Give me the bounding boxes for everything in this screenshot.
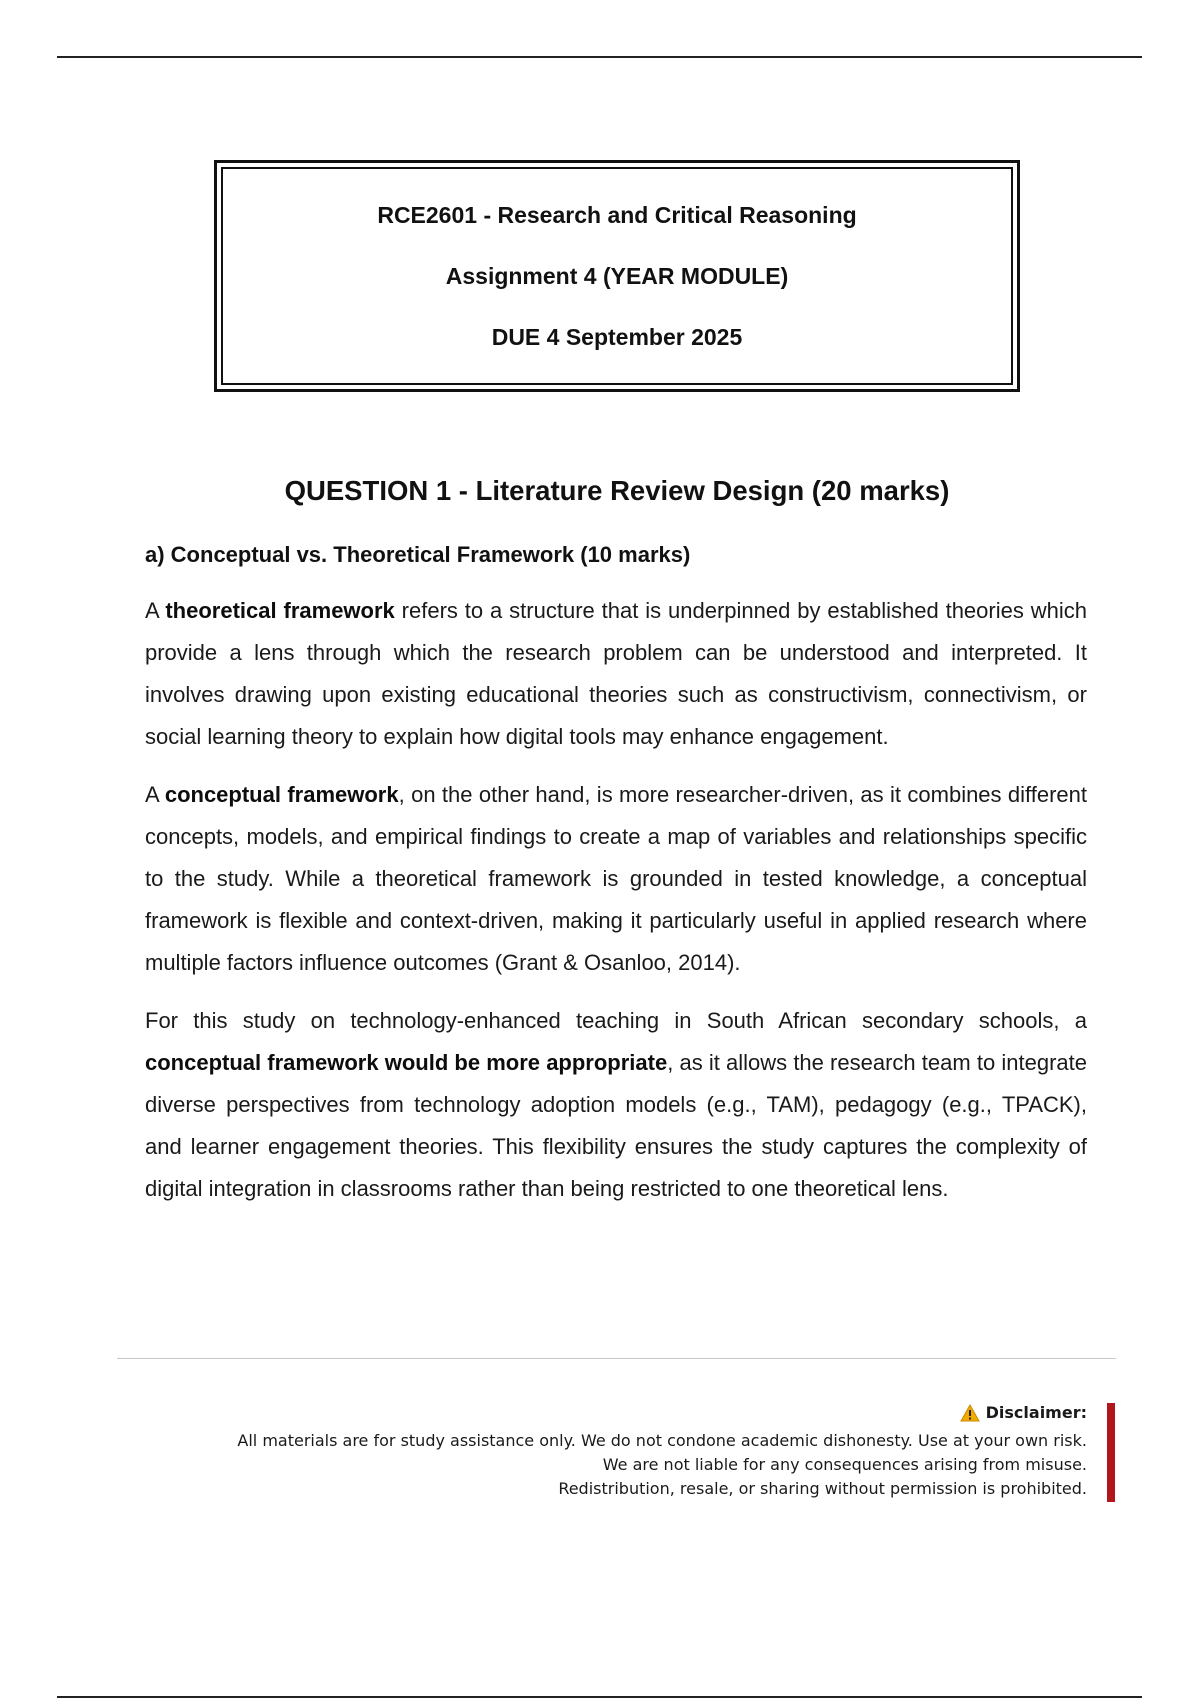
course-title: RCE2601 - Research and Critical Reasoning xyxy=(377,201,857,228)
paragraph-theoretical xyxy=(145,590,1087,758)
title-box xyxy=(214,160,1020,392)
paragraph-text: A xyxy=(145,598,166,623)
top-rule xyxy=(57,56,1142,58)
section-subheading: a) Conceptual vs. Theoretical Framework (10 marks) xyxy=(145,542,691,567)
assignment-title: Assignment 4 (YEAR MODULE) xyxy=(445,262,789,289)
disclaimer-line: All materials are for study assistance only. We do not condone academic dishonesty. Use at your own risk. xyxy=(237,1431,1087,1450)
paragraph-text: For this study on technology-enhanced teaching in South African secondary schools, a xyxy=(145,1008,1087,1033)
bold-term: conceptual framework would be more appropriate xyxy=(145,1050,668,1075)
footer-divider xyxy=(117,1358,1116,1359)
question-content xyxy=(145,538,1087,1226)
title-box-inner xyxy=(221,167,1013,385)
bottom-rule xyxy=(57,1696,1142,1698)
paragraph-conceptual xyxy=(145,774,1087,984)
paragraph-text: refers to a structure that is underpinned by established theories which provide a lens through which the research problem can be understood and interpreted. It involves drawing upon existing educational theories such as constructivism, connectivism, or social learning theory to explain how digital tools may enhance engagement. xyxy=(145,598,1087,749)
disclaimer-line: Redistribution, resale, or sharing without permission is prohibited. xyxy=(558,1479,1087,1498)
warning-icon xyxy=(960,1404,980,1422)
paragraph-text: , on the other hand, is more researcher-driven, as it combines different concepts, models, and empirical findings to create a map of variables and relationships specific to the study. While a theoretical framework is grounded in tested knowledge, a conceptual framework is flexible and context-driven, making it particularly useful in applied research where multiple factors influence outcomes (Grant & Osanloo, 2014). xyxy=(145,782,1088,975)
disclaimer-heading xyxy=(127,1401,1087,1429)
bold-term: theoretical framework xyxy=(165,598,395,623)
disclaimer-line: We are not liable for any consequences arising from misuse. xyxy=(602,1455,1087,1474)
question-title: QUESTION 1 - Literature Review Design (20 marks) xyxy=(284,475,950,506)
paragraph-text: A xyxy=(145,782,165,807)
disclaimer xyxy=(127,1401,1087,1501)
disclaimer-title: Disclaimer: xyxy=(985,1403,1087,1422)
disclaimer-title-wrap xyxy=(960,1401,1087,1425)
disclaimer-accent-bar xyxy=(1107,1403,1115,1502)
due-date: DUE 4 September 2025 xyxy=(491,323,743,350)
bold-term: conceptual framework xyxy=(164,782,399,807)
paragraph-recommendation xyxy=(145,1000,1087,1210)
paragraph-text: , as it allows the research team to integrate diverse perspectives from technology adoption models (e.g., TAM), pedagogy (e.g., TPACK), and learner engagement theories. This flexibility ensures the study captures the complexity of digital integration in classrooms rather than being restricted to one theoretical lens. xyxy=(145,1050,1087,1201)
